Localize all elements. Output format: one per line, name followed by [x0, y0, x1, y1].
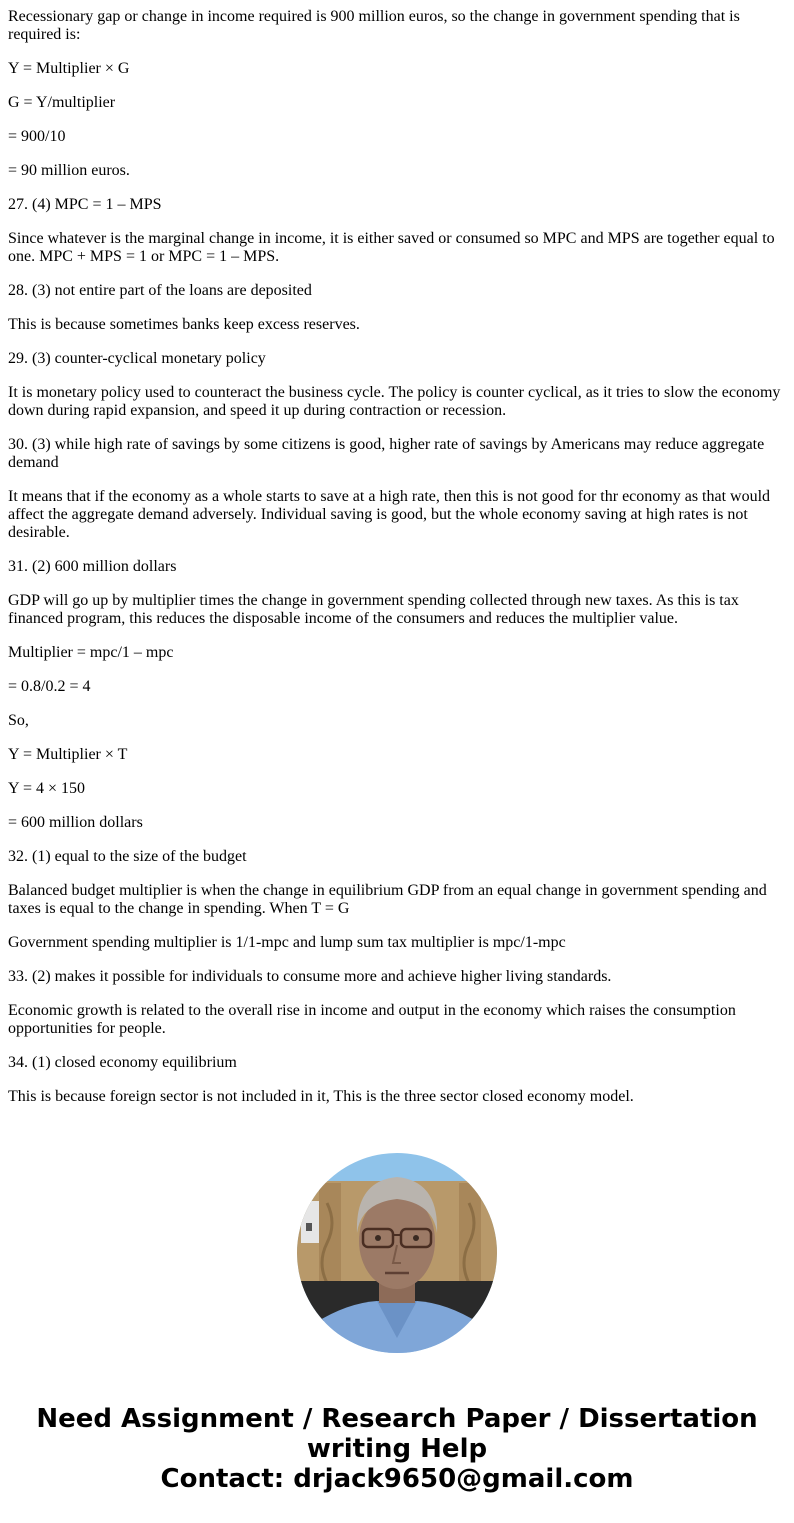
promo-line-1: Need Assignment / Research Paper / Dissertation: [36, 1404, 758, 1434]
formula-900-over-10: = 900/10: [8, 128, 66, 145]
explanation-27: Since whatever is the marginal change in income, it is either saved or consumed so MPC and MPS are together equal to one. MPC + MPS = 1 or MPC = 1 – MPS.: [8, 230, 775, 265]
text-so: So,: [8, 712, 29, 729]
formula-y-multiplier-t: Y = Multiplier × T: [8, 746, 128, 763]
promo-banner: [0, 1404, 794, 1494]
explanation-28: This is because sometimes banks keep excess reserves.: [8, 316, 360, 333]
portrait-illustration: [297, 1153, 497, 1353]
explanation-32: Balanced budget multiplier is when the change in equilibrium GDP from an equal change in government spending and taxes is equal to the change in spending. When T = G: [8, 882, 767, 917]
explanation-32-multipliers: Government spending multiplier is 1/1-mpc and lump sum tax multiplier is mpc/1-mpc: [8, 934, 566, 951]
formula-y-4x150: Y = 4 × 150: [8, 780, 86, 797]
answer-34: 34. (1) closed economy equilibrium: [8, 1054, 237, 1071]
explanation-33: Economic growth is related to the overall rise in income and output in the economy which raises the consumption opportunities for people.: [8, 1002, 736, 1037]
answer-33: 33. (2) makes it possible for individuals to consume more and achieve higher living standards.: [8, 968, 612, 985]
answer-31: 31. (2) 600 million dollars: [8, 558, 177, 575]
explanation-30: It means that if the economy as a whole starts to save at a high rate, then this is not good for thr economy as that would affect the aggregate demand adversely. Individual saving is good, but the whole economy saving at high rates is not desirable.: [8, 488, 771, 541]
explanation-31: GDP will go up by multiplier times the change in government spending collected through new taxes. As this is tax financed program, this reduces the disposable income of the consumers and reduces the multiplier value.: [8, 592, 739, 627]
author-photo: [297, 1153, 497, 1353]
explanation-29: It is monetary policy used to counteract the business cycle. The policy is counter cyclical, as it tries to slow the economy down during rapid expansion, and speed it up during contraction or recession.: [8, 384, 781, 419]
answer-28: 28. (3) not entire part of the loans are deposited: [8, 282, 312, 299]
formula-result-600: = 600 million dollars: [8, 814, 143, 831]
formula-g-y-multiplier: G = Y/multiplier: [8, 94, 116, 111]
formula-multiplier-value: = 0.8/0.2 = 4: [8, 678, 91, 695]
answer-document: [8, 8, 786, 1122]
explanation-34: This is because foreign sector is not included in it, This is the three sector closed economy model.: [8, 1088, 634, 1105]
formula-y-multiplier-g: Y = Multiplier × G: [8, 60, 130, 77]
answer-29: 29. (3) counter-cyclical monetary policy: [8, 350, 266, 367]
answer-30: 30. (3) while high rate of savings by some citizens is good, higher rate of savings by Americans may reduce aggregate demand: [8, 436, 765, 471]
paragraph-recessionary-gap: Recessionary gap or change in income required is 900 million euros, so the change in government spending that is required is:: [8, 8, 740, 43]
answer-27: 27. (4) MPC = 1 – MPS: [8, 196, 162, 213]
formula-result-90: = 90 million euros.: [8, 162, 130, 179]
promo-line-2: writing Help: [306, 1434, 488, 1464]
answer-32: 32. (1) equal to the size of the budget: [8, 848, 247, 865]
promo-contact-line: Contact: drjack9650@gmail.com: [160, 1464, 634, 1494]
formula-multiplier-mpc: Multiplier = mpc/1 – mpc: [8, 644, 174, 661]
